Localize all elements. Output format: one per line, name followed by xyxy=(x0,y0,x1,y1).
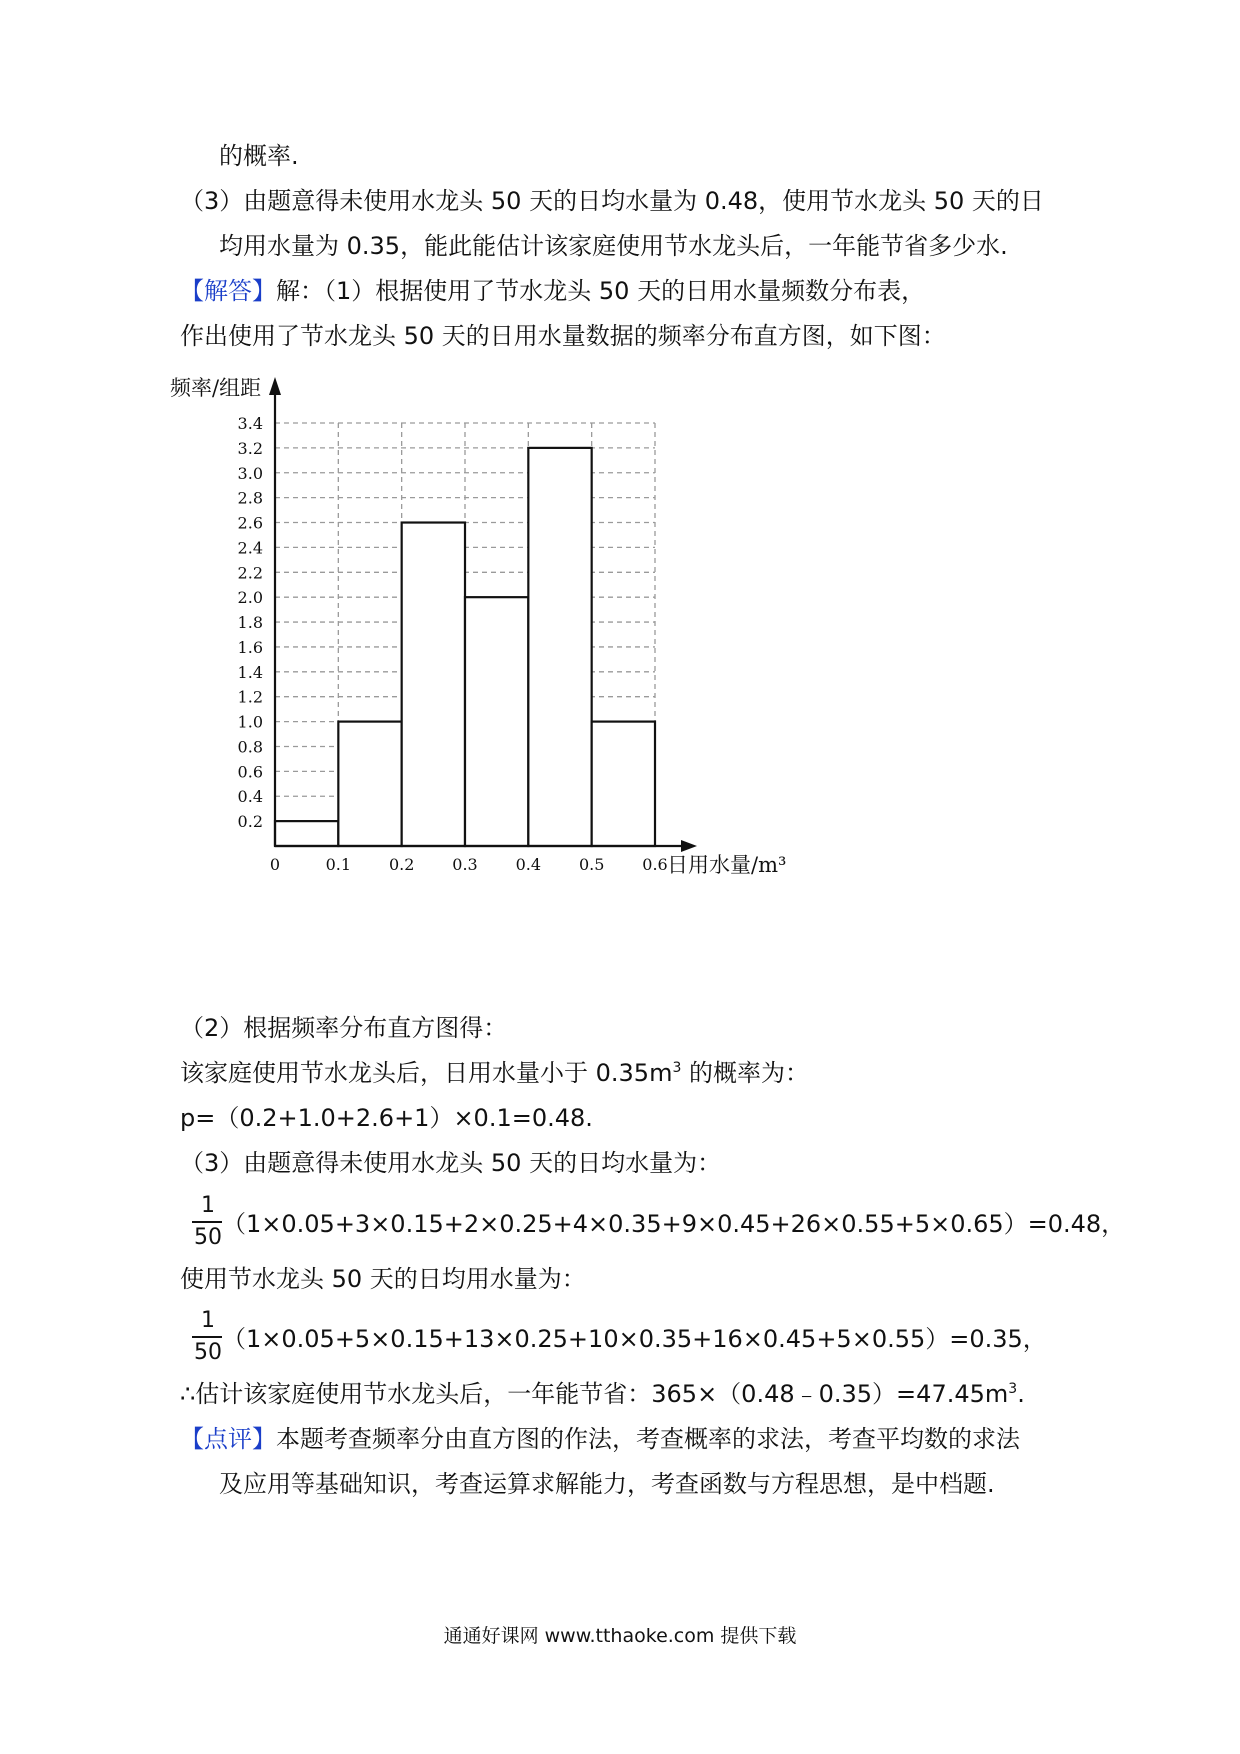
text-line-13-b: . xyxy=(1017,1380,1025,1408)
x-tick-label: 0.2 xyxy=(388,855,415,874)
histogram-bar xyxy=(465,597,528,846)
fraction-1-bar xyxy=(192,1221,222,1223)
comment-text: 本题考查频率分由直方图的作法，考查概率的求法，考查平均数的求法 xyxy=(276,1425,1020,1453)
y-tick-label: 3.2 xyxy=(237,438,263,458)
histogram-bar xyxy=(338,722,401,846)
y-tick-label: 2.6 xyxy=(237,513,263,533)
fraction-2-numerator: 1 xyxy=(201,1308,215,1333)
text-line-2: （3）由题意得未使用水龙头 50 天的日均水量为 0.48，使用节水龙头 50 天的日 xyxy=(180,187,1044,215)
y-tick-label: 0.2 xyxy=(237,812,263,832)
answer-tag: 【解答】 xyxy=(180,277,276,305)
y-tick-label: 3.0 xyxy=(237,463,263,483)
text-line-7 xyxy=(180,1057,809,1089)
fraction-2-bar xyxy=(192,1336,222,1338)
y-axis-arrow xyxy=(269,377,281,395)
histogram-bar xyxy=(275,821,338,846)
x-tick-label: 0.3 xyxy=(452,855,478,874)
text-line-8: p=（0.2+1.0+2.6+1）×0.1=0.48. xyxy=(180,1104,593,1132)
comment-tag: 【点评】 xyxy=(180,1425,276,1453)
x-tick-label: 0 xyxy=(269,855,281,874)
text-line-1: 的概率. xyxy=(219,142,299,170)
text-line-6: （2）根据频率分布直方图得： xyxy=(180,1014,508,1042)
comment-line xyxy=(180,1423,1020,1455)
y-tick-label: 2.4 xyxy=(237,538,263,558)
frequency-histogram xyxy=(170,376,900,905)
histogram-bar xyxy=(402,523,465,846)
text-line-12: （1×0.05+5×0.15+13×0.25+10×0.35+16×0.45+5×0.55）=0.35， xyxy=(222,1325,1047,1353)
x-tick-label: 0.6 xyxy=(642,855,668,874)
x-axis-title: 日用水量/m³ xyxy=(667,853,787,877)
text-line-7-a: 该家庭使用节水龙头后，日用水量小于 0.35m xyxy=(180,1059,673,1087)
answer-line xyxy=(180,275,925,307)
answer-text: 解：（1）根据使用了节水龙头 50 天的日用水量频数分布表， xyxy=(276,277,926,305)
y-tick-label: 1.0 xyxy=(237,712,263,732)
text-line-3: 均用水量为 0.35，能此能估计该家庭使用节水龙头后，一年能节省多少水. xyxy=(219,232,1008,260)
text-line-7-b: 的概率为： xyxy=(681,1059,810,1087)
fraction-1-numerator: 1 xyxy=(201,1193,215,1218)
histogram-bar xyxy=(528,448,591,846)
fraction-1-denominator: 50 xyxy=(194,1225,222,1250)
x-axis-arrow xyxy=(681,840,697,852)
text-line-15: 及应用等基础知识，考查运算求解能力，考查函数与方程思想，是中档题. xyxy=(219,1470,995,1498)
text-line-13 xyxy=(180,1378,1025,1410)
x-tick-label: 0.1 xyxy=(325,855,352,874)
y-tick-label: 2.0 xyxy=(237,588,263,608)
text-line-7-sup: 3 xyxy=(672,1060,682,1076)
x-tick-label: 0.5 xyxy=(578,855,605,874)
y-tick-label: 2.2 xyxy=(237,563,263,583)
y-tick-label: 1.6 xyxy=(237,637,263,657)
fraction-2-denominator: 50 xyxy=(194,1340,222,1365)
y-tick-label: 1.4 xyxy=(237,662,263,682)
text-line-13-a: ∴估计该家庭使用节水龙头后，一年能节省：365×（0.48﹣0.35）=47.45m xyxy=(180,1380,1009,1408)
y-tick-label: 2.8 xyxy=(237,488,263,508)
x-tick-label: 0.4 xyxy=(515,855,542,874)
y-tick-label: 1.2 xyxy=(237,687,263,707)
footer-note: 通通好课网 www.tthaoke.com 提供下载 xyxy=(443,1625,797,1647)
y-tick-label: 0.4 xyxy=(237,787,263,807)
y-tick-label: 3.4 xyxy=(237,414,263,433)
text-line-10: （1×0.05+3×0.15+2×0.25+4×0.35+9×0.45+26×0.55+5×0.65）=0.48， xyxy=(222,1210,1126,1238)
y-tick-label: 1.8 xyxy=(237,613,263,633)
text-line-11: 使用节水龙头 50 天的日均用水量为： xyxy=(180,1265,586,1293)
histogram-bar xyxy=(592,722,655,846)
y-axis-title: 频率/组距 xyxy=(170,376,262,400)
text-line-9: （3）由题意得未使用水龙头 50 天的日均水量为： xyxy=(180,1149,722,1177)
text-line-13-sup: 3 xyxy=(1008,1381,1018,1397)
text-line-5: 作出使用了节水龙头 50 天的日用水量数据的频率分布直方图，如下图： xyxy=(180,322,946,350)
y-tick-label: 0.6 xyxy=(237,762,263,782)
y-tick-label: 0.8 xyxy=(237,737,263,757)
